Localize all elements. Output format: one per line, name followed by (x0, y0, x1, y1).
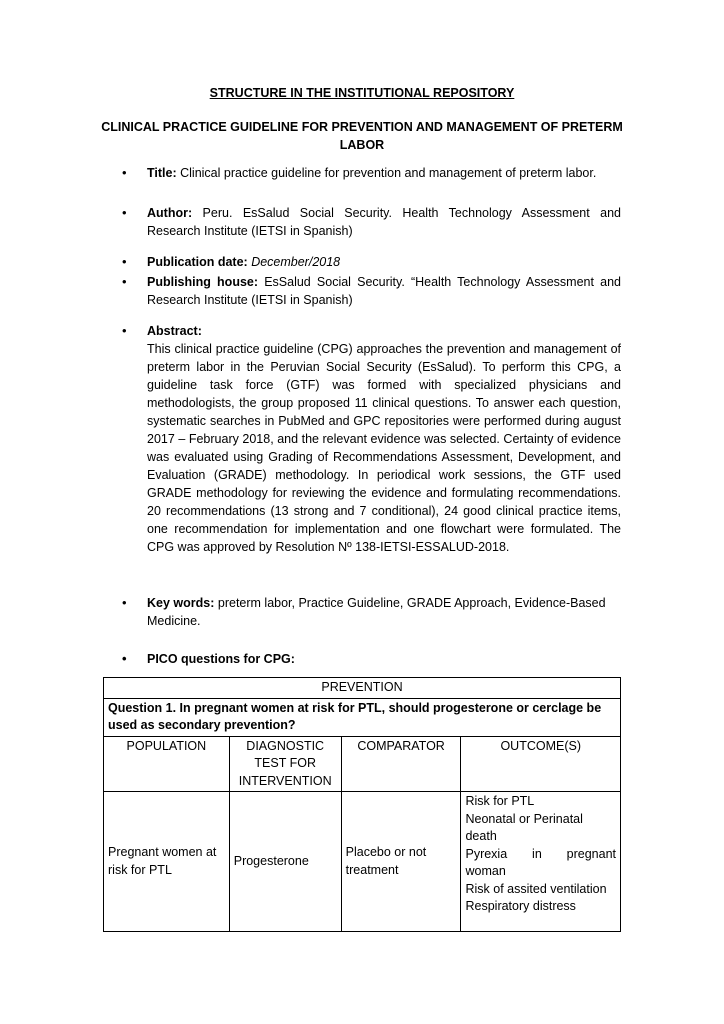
keywords-value: preterm labor, Practice Guideline, GRADE Approach, Evidence-Based Medicine. (147, 596, 606, 628)
keywords-label: Key words: (147, 596, 215, 610)
keywords-item (147, 594, 621, 630)
publication-date-label: Publication date: (147, 255, 248, 269)
population-cell: Pregnant women at risk for PTL (104, 792, 230, 932)
author-item (147, 204, 621, 240)
abstract-item (147, 322, 621, 556)
pico-table (103, 677, 621, 932)
outcome-item: Neonatal or Perinatal death (465, 811, 583, 843)
section-header: PREVENTION (104, 678, 621, 699)
column-header-comparator: COMPARATOR (341, 736, 461, 792)
table-row (104, 792, 621, 932)
document-heading: STRUCTURE IN THE INSTITUTIONAL REPOSITORY (209, 86, 515, 100)
publishing-house-value: EsSalud Social Security. “Health Technology Assessment and Research Institute (IETSI in Spanish) (147, 275, 621, 307)
author-label: Author: (147, 206, 193, 220)
column-header-population: POPULATION (104, 736, 230, 792)
outcome-item: Respiratory distress (465, 899, 576, 913)
outcome-item: Pyrexia in pregnant woman (465, 846, 616, 878)
abstract-text: This clinical practice guideline (CPG) approaches the prevention and management of preterm labor in the Peruvian Social Security (EsSalud). To perform this CPG, a guideline task force (GTF) was formed with specialized physicians and methodologists, the group proposed 11 clinical questions. To answer each question, systematic searches in PubMed and GPC repositories were performed during august 2017 – February 2018, and the relevant evidence was selected. Certainty of evidence was evaluated using Grading of Recommendations Assessment, Development, and Evaluation (GRADE) methodology. In periodical work sessions, the GTF used GRADE methodology for reviewing the evidence and formulating recommendations. 20 recommendations (13 strong and 7 conditional), 24 good clinical practice items, one recommendation for implementation and one flowchart were formulated. The CPG was approved by Resolution Nº 138-IETSI-ESSALUD-2018. (147, 342, 621, 554)
title-label: Title: (147, 166, 177, 180)
outcome-item: Risk for PTL (465, 794, 535, 808)
comparator-cell: Placebo or not treatment (341, 792, 461, 932)
guideline-title: CLINICAL PRACTICE GUIDELINE FOR PREVENTION AND MANAGEMENT OF PRETERM LABOR (101, 120, 623, 152)
column-header-intervention: DIAGNOSTIC TEST FOR INTERVENTION (229, 736, 341, 792)
publishing-house-label: Publishing house: (147, 275, 259, 289)
intervention-cell: Progesterone (229, 792, 341, 932)
author-value: Peru. EsSalud Social Security. Health Technology Assessment and Research Institute (IETSI in Spanish) (147, 206, 621, 238)
outcomes-cell (461, 792, 621, 932)
publishing-house-item (147, 273, 621, 309)
publication-date-item (147, 253, 621, 271)
abstract-label: • Abstract: (147, 324, 202, 338)
column-header-outcomes: OUTCOME(S) (461, 736, 621, 792)
title-item (147, 164, 621, 182)
outcome-item: Risk of assited ventilation (465, 881, 607, 896)
pico-label: • PICO questions for CPG: (147, 650, 621, 668)
publication-date-value: December/2018 (251, 255, 341, 269)
question-cell: Question 1. In pregnant women at risk for PTL, should progesterone or cerclage be used as secondary prevention? (104, 698, 621, 736)
title-value: Clinical practice guideline for prevention and management of preterm labor. (180, 166, 597, 180)
